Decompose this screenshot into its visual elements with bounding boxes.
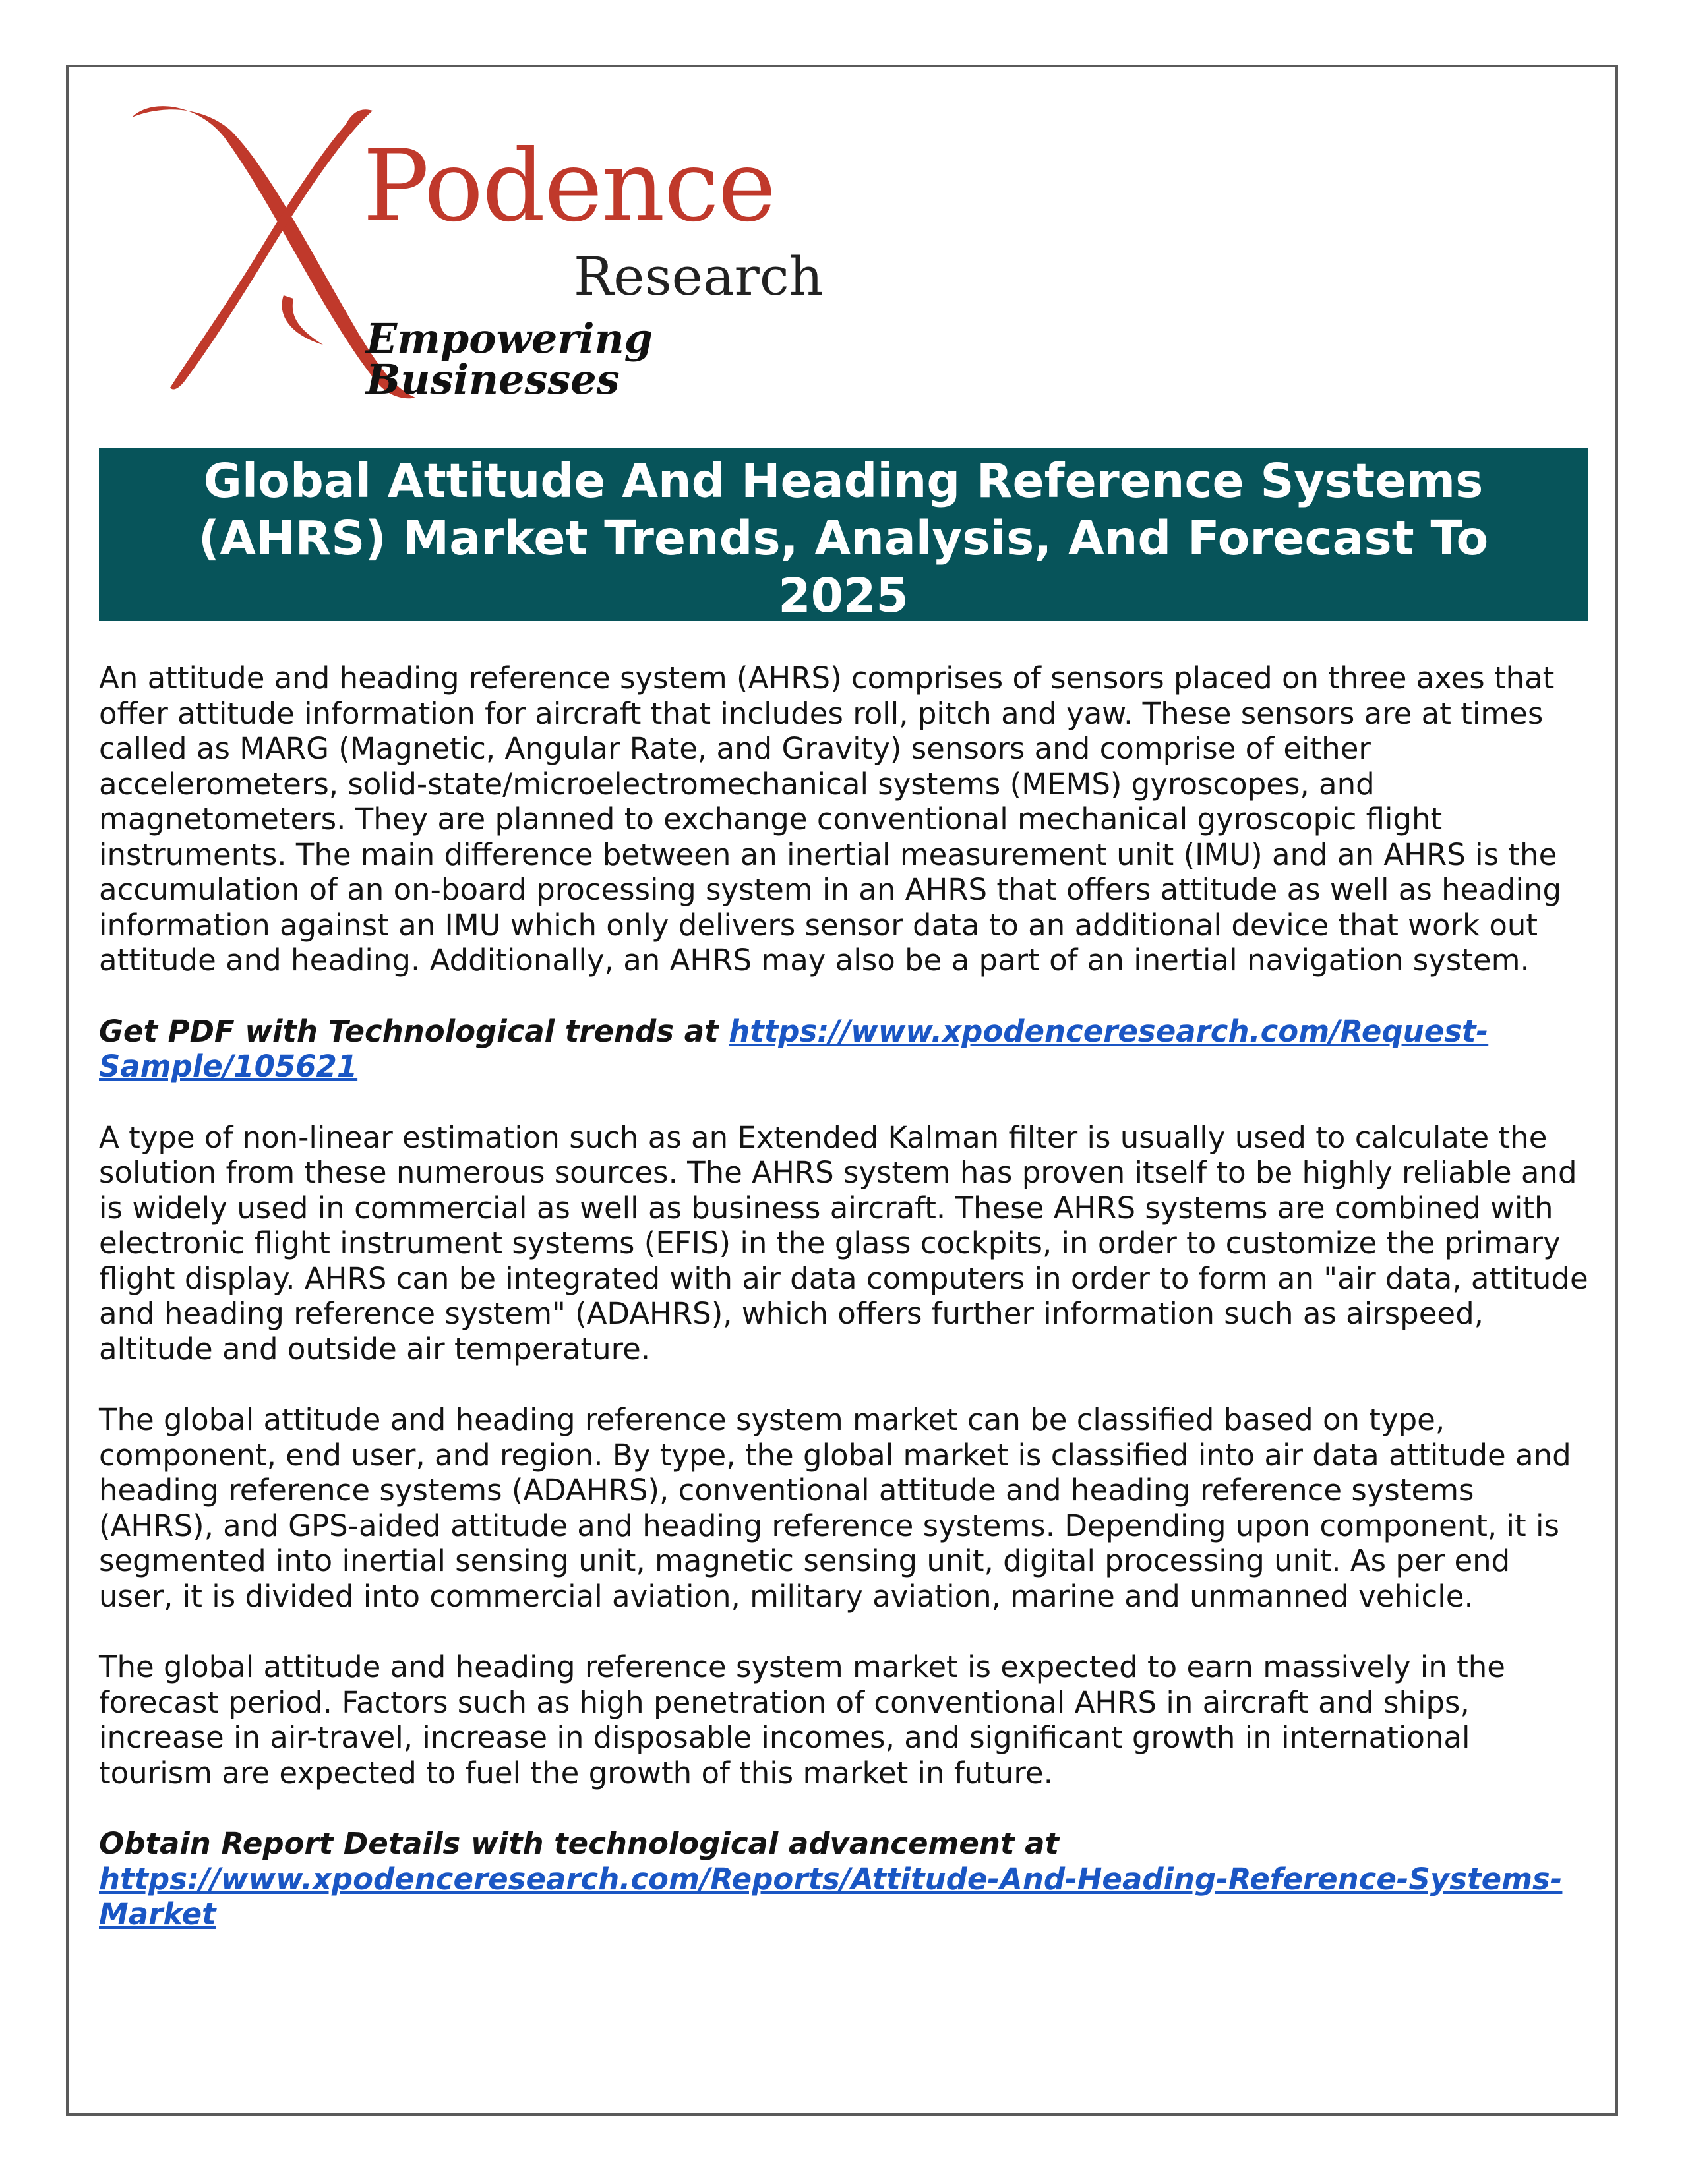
- logo-tagline: Empowering Businesses: [366, 314, 653, 403]
- report-details-link[interactable]: https://www.xpodenceresearch.com/Reports/Attitude-And-Heading-Reference-Systems-Market: [99, 1861, 1563, 1932]
- cta-request-sample: [99, 1014, 1592, 1084]
- logo-brand-name: Podence: [363, 129, 775, 244]
- paragraph-kalman: A type of non-linear estimation such as an Extended Kalman filter is usually used to calculate the solution from these numerous sources. The AHRS system has proven itself to be highly reliable and is widely used in commercial as well as business aircraft. These AHRS systems are combined with electronic flight instrument systems (EFIS) in the glass cockpits, in order to customize the primary flight display. AHRS can be integrated with air data computers in order to form an "air data, attitude and heading reference system" (ADAHRS), which offers further information such as airspeed, altitude and outside air temperature.: [99, 1119, 1588, 1367]
- paragraph-intro: An attitude and heading reference system (AHRS) comprises of sensors placed on three axes that offer attitude information for aircraft that includes roll, pitch and yaw. These sensors are at times called as MARG (Magnetic, Angular Rate, and Gravity) sensors and comprise of either accelerometers, solid-state/microelectromechanical systems (MEMS) gyroscopes, and magnetometers. They are planned to exchange conventional mechanical gyroscopic flight instruments. The main difference between an inertial measurement unit (IMU) and an AHRS is the accumulation of an on-board processing system in an AHRS that offers attitude as well as heading information against an IMU which only delivers sensor data to an additional device that work out attitude and heading. Additionally, an AHRS may also be a part of an inertial navigation system.: [99, 661, 1562, 978]
- company-logo: [125, 98, 824, 407]
- paragraph-growth: The global attitude and heading reference system market is expected to earn massively in the forecast period. Factors such as high penetration of conventional AHRS in aircraft and ships, increase in air-travel, increase in disposable incomes, and significant growth in international tourism are expected to fuel the growth of this market in future.: [99, 1649, 1505, 1790]
- paragraph-segmentation: The global attitude and heading reference system market can be classified based on type, component, end user, and region. By type, the global market is classified into air data attitude and heading reference systems (ADAHRS), conventional attitude and heading reference systems (AHRS), and GPS-aided attitude and heading reference systems. Depending upon component, it is segmented into inertial sensing unit, magnetic sensing unit, digital processing unit. As per end user, it is divided into commercial aviation, military aviation, marine and unmanned vehicle.: [99, 1402, 1571, 1614]
- cta-report-details-label: Obtain Report Details with technological advancement at: [99, 1826, 1059, 1861]
- cta-report-details: [99, 1826, 1592, 1932]
- cta-request-sample-label: Get PDF with Technological trends at: [99, 1013, 729, 1049]
- request-sample-link[interactable]: https://www.xpodenceresearch.com/Request-Sample/105621: [99, 1013, 1489, 1084]
- logo-brand-sub: Research: [574, 246, 824, 307]
- page-title: Global Attitude And Heading Reference Systems (AHRS) Market Trends, Analysis, And Forecast To 2025: [198, 454, 1489, 623]
- document-body: [99, 661, 1592, 1968]
- x-stroke-tail: [282, 295, 324, 345]
- x-stroke-cross: [170, 109, 373, 389]
- title-banner: [99, 448, 1588, 621]
